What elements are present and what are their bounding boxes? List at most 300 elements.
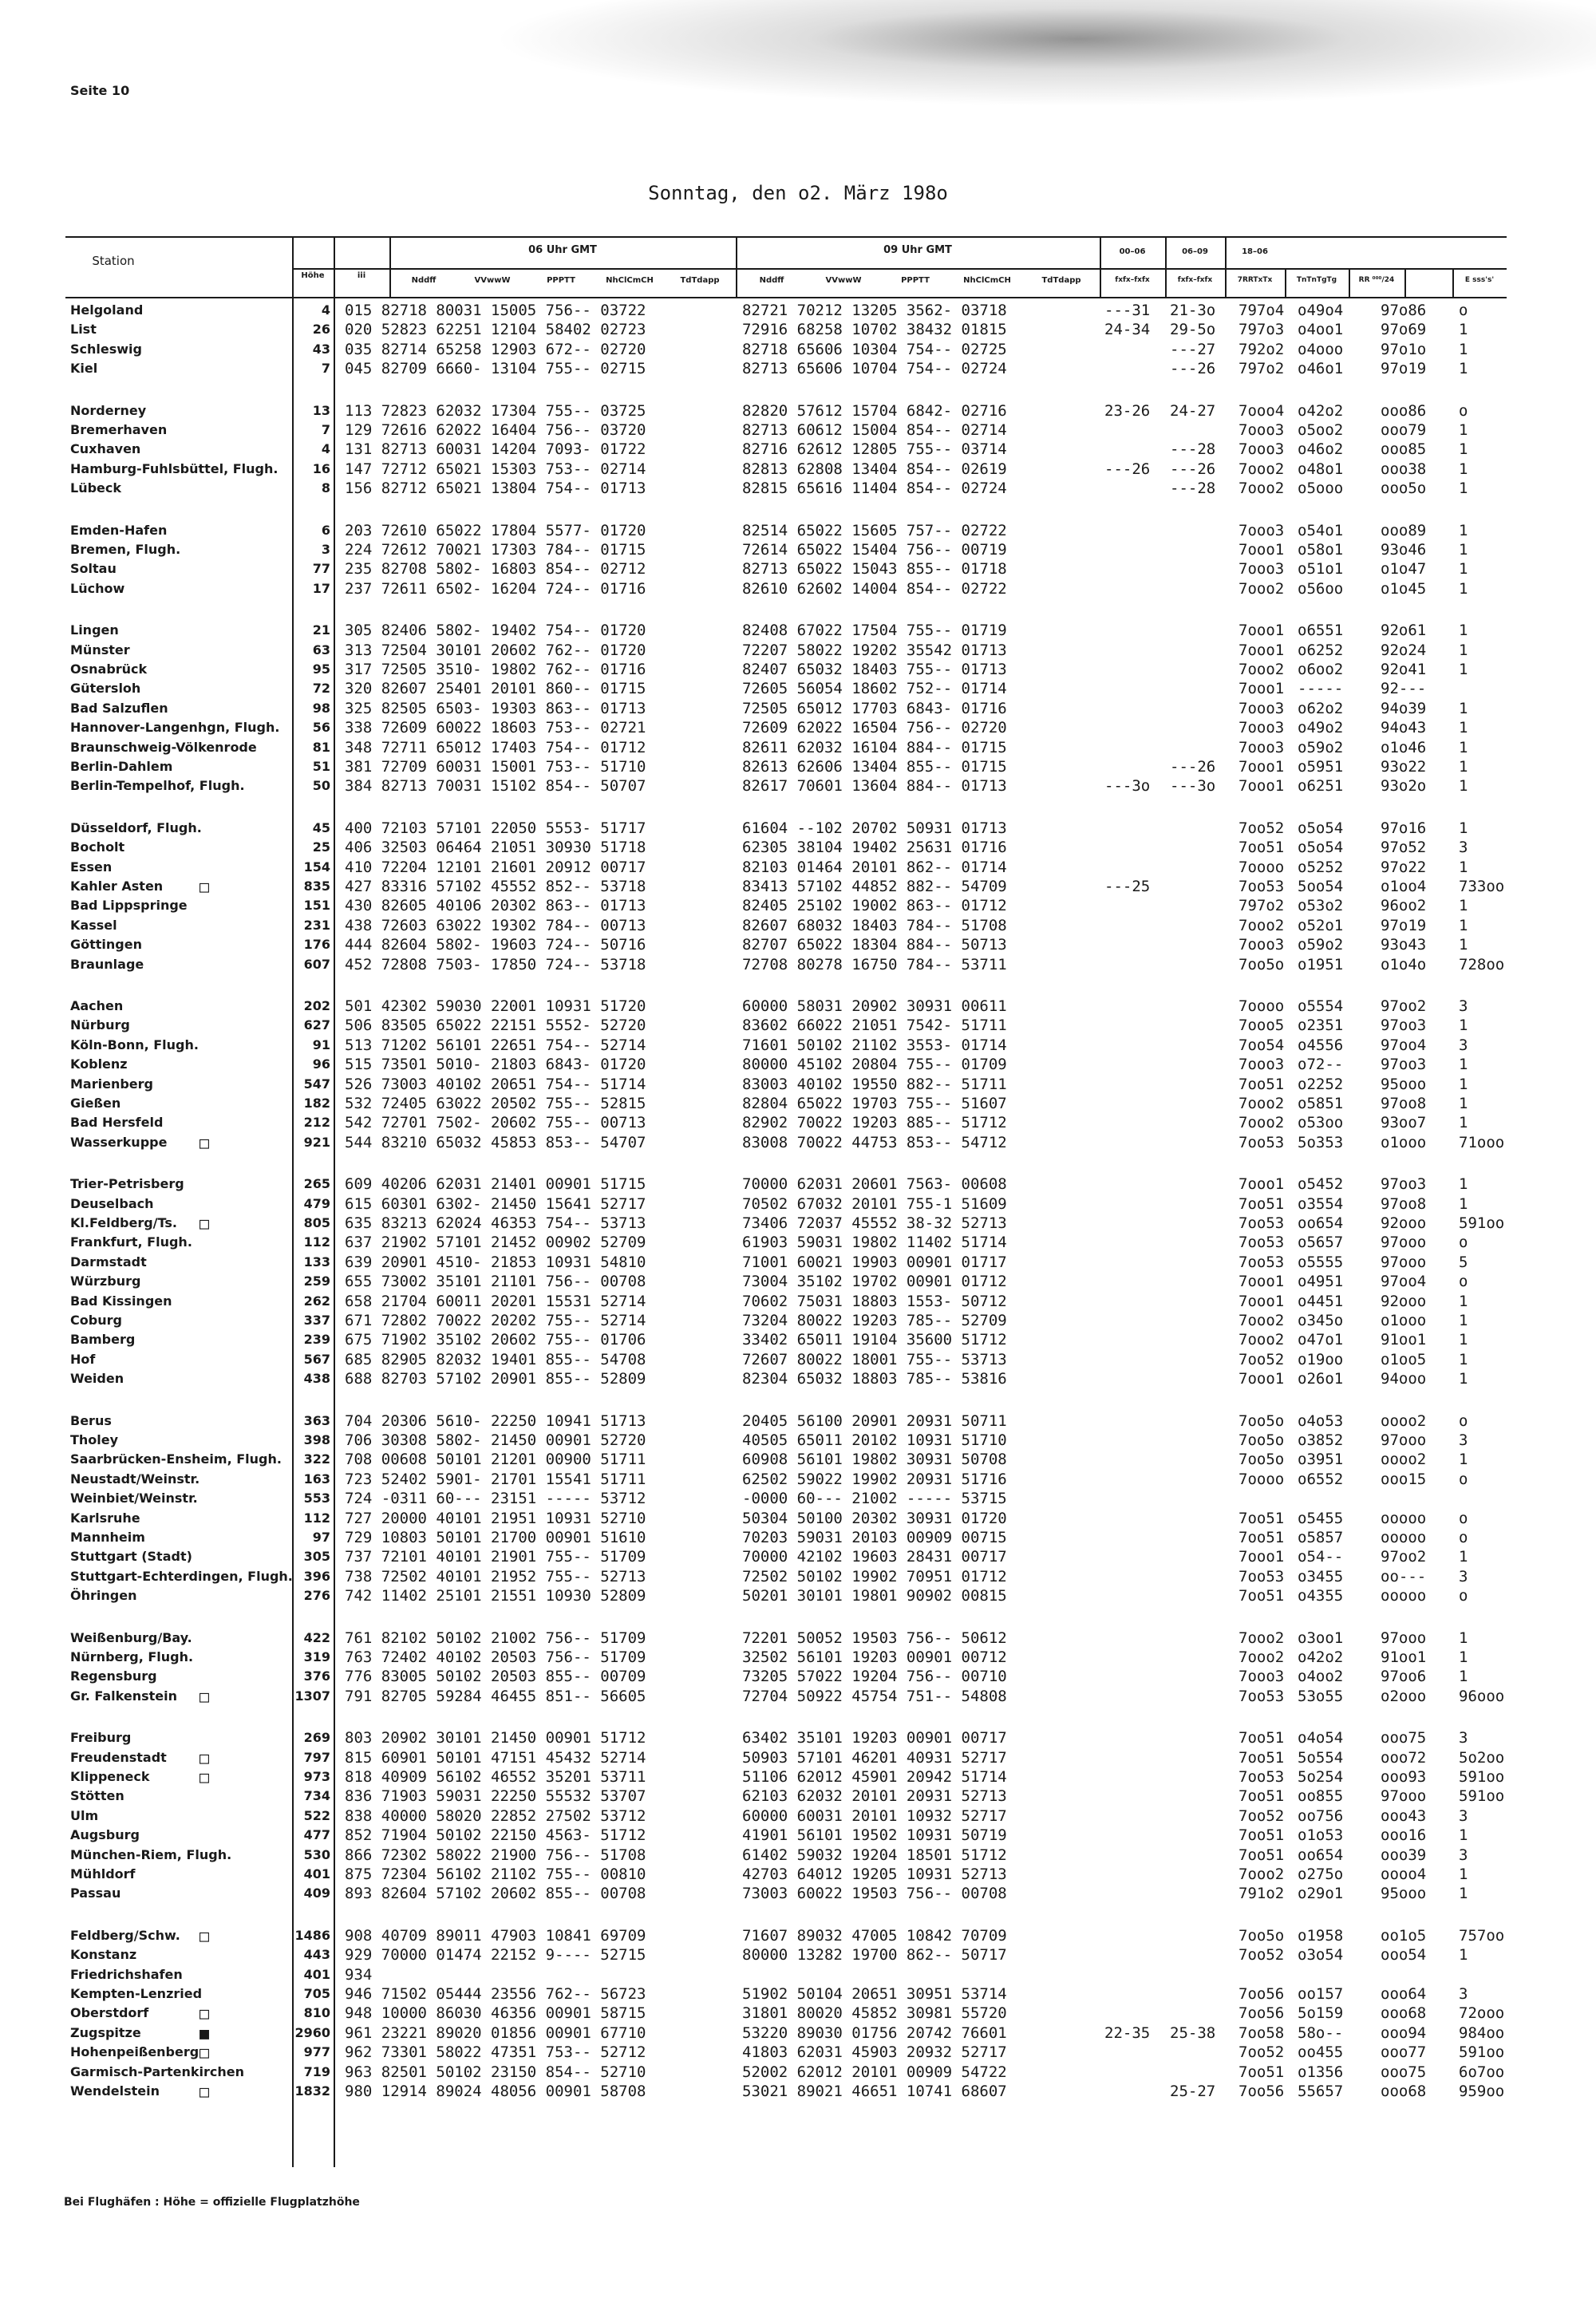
obs-09-utc: 83008 70022 44753 853-- 54712 — [742, 1133, 1007, 1151]
ground-temps: o3o54 — [1298, 1946, 1344, 1964]
obs-09-utc: 82804 65022 19703 755-- 51607 — [742, 1095, 1007, 1112]
precipitation: 92--- — [1381, 680, 1427, 698]
station-name: Nürburg — [70, 1017, 130, 1033]
temp-extremes-18-06: 7ooo2 — [1238, 1114, 1285, 1132]
precipitation: ooo39 — [1381, 1846, 1427, 1864]
obs-06-utc: 658 21704 60011 20201 15531 52714 — [345, 1292, 646, 1310]
ground-temps: oo157 — [1298, 1985, 1344, 2003]
snow-ground: 1 — [1459, 1548, 1468, 1566]
temp-extremes-18-06: 797o4 — [1238, 302, 1285, 319]
precipitation: 93o46 — [1381, 541, 1427, 559]
snow-ground: o — [1459, 1529, 1468, 1546]
snow-ground: 1 — [1459, 360, 1468, 378]
ground-temps: 5o353 — [1298, 1133, 1344, 1151]
obs-06-utc: 501 42302 59030 22001 10931 51720 — [345, 997, 646, 1015]
obs-09-utc: 82607 68032 18403 784-- 51708 — [742, 916, 1007, 934]
station-height: 322 — [303, 1451, 330, 1467]
precipitation: 97oo4 — [1381, 1273, 1427, 1291]
temp-extremes-18-06: 7oo53 — [1238, 1687, 1285, 1705]
obs-06-utc: 675 71902 35102 20602 755-- 01706 — [345, 1331, 646, 1349]
station-height: 522 — [303, 1807, 330, 1823]
snow-ground: o — [1459, 1470, 1468, 1488]
header-sub-a: fxfx–fxfx — [1115, 276, 1150, 284]
station-name: Lübeck — [70, 480, 122, 496]
obs-06-utc: 406 32503 06464 21051 30930 51718 — [345, 839, 646, 857]
temp-extremes-18-06: 7ooo3 — [1238, 738, 1285, 756]
precipitation: oo1o5 — [1381, 1926, 1427, 1945]
precipitation: 96oo2 — [1381, 897, 1427, 915]
precipitation: 97o19 — [1381, 916, 1427, 934]
snow-ground: 6o7oo — [1459, 2063, 1505, 2081]
snow-ground: 1 — [1459, 1312, 1468, 1329]
obs-09-utc: 80000 13282 19700 862-- 50717 — [742, 1946, 1007, 1964]
obs-09-utc: 82902 70022 19203 885-- 51712 — [742, 1114, 1007, 1132]
ground-temps: 5oo54 — [1298, 878, 1344, 895]
header-range-00-06: 00–06 — [1119, 247, 1146, 256]
obs-09-utc: 82820 57612 15704 6842- 02716 — [742, 401, 1007, 420]
temp-extremes-18-06: 7oo51 — [1238, 1194, 1285, 1213]
precipitation: ooooo — [1381, 1509, 1427, 1527]
precipitation: 92ooo — [1381, 1214, 1427, 1232]
temp-extremes-18-06: 7ooo2 — [1238, 1331, 1285, 1349]
station-name: Koblenz — [70, 1056, 128, 1072]
obs-09-utc: 61402 59032 19204 18501 51712 — [742, 1846, 1007, 1864]
snow-ground: 1 — [1459, 421, 1468, 439]
station-name: Bremerhaven — [70, 422, 168, 437]
station-name: Helgoland — [70, 302, 144, 318]
snow-ground: 1 — [1459, 1826, 1468, 1845]
precipitation: ooooo — [1381, 1587, 1427, 1605]
station-name: Oberstdorf — [70, 2005, 149, 2021]
header-vvwww-09: VVwwW — [825, 276, 862, 285]
precipitation: ooo16 — [1381, 1826, 1427, 1845]
station-name: Kassel — [70, 917, 117, 933]
station-name: Braunlage — [70, 956, 144, 972]
ground-temps: o5o54 — [1298, 819, 1344, 837]
precipitation: 97oo6 — [1381, 1668, 1427, 1686]
temp-extremes-18-06: 7ooo1 — [1238, 1370, 1285, 1388]
obs-06-utc: 348 72711 65012 17403 754-- 01712 — [345, 738, 646, 756]
ground-temps: o6251 — [1298, 777, 1344, 796]
snow-ground: 1 — [1459, 1331, 1468, 1349]
ground-temps: 53o55 — [1298, 1687, 1344, 1705]
max-wind-06-09: ---3o — [1170, 777, 1216, 796]
station-name: Zugspitze — [70, 2024, 141, 2040]
obs-06-utc: 320 82607 25401 20101 860-- 01715 — [345, 680, 646, 698]
station-name: Tholey — [70, 1432, 119, 1447]
station-height: 276 — [303, 1588, 330, 1604]
obs-09-utc: 61903 59031 19802 11402 51714 — [742, 1234, 1007, 1252]
obs-06-utc: 506 83505 65022 22151 5552- 52720 — [345, 1017, 646, 1035]
obs-09-utc: 80000 45102 20804 755-- 01709 — [742, 1056, 1007, 1074]
station-name: Gr. Falkenstein — [70, 1688, 178, 1704]
ground-temps: o46o1 — [1298, 360, 1344, 378]
station-name: Gießen — [70, 1096, 121, 1111]
temp-extremes-18-06: 7oo56 — [1238, 2004, 1285, 2023]
precipitation: ooo68 — [1381, 2083, 1427, 2100]
ground-temps: o5oo2 — [1298, 421, 1344, 439]
obs-09-utc: 82407 65032 18403 755-- 01713 — [742, 661, 1007, 678]
obs-09-utc: 72207 58022 19202 35542 01713 — [742, 641, 1007, 659]
temp-extremes-18-06: 7oo52 — [1238, 1946, 1285, 1964]
precipitation: 97oo4 — [1381, 1036, 1427, 1054]
ground-temps: o62o2 — [1298, 699, 1344, 717]
temp-extremes-18-06: 7ooo3 — [1238, 1056, 1285, 1074]
obs-09-utc: 82813 62808 13404 854-- 02619 — [742, 460, 1007, 478]
station-name: Hamburg-Fuhlsbüttel, Flugh. — [70, 460, 279, 476]
obs-09-utc: 71607 89032 47005 10842 70709 — [742, 1926, 1007, 1945]
precipitation: ooo89 — [1381, 521, 1427, 539]
precipitation: 97o19 — [1381, 360, 1427, 378]
obs-06-utc: 410 72204 12101 21601 20912 00717 — [345, 858, 646, 876]
precipitation: 97ooo — [1381, 1234, 1427, 1252]
obs-06-utc: 729 10803 50101 21700 00901 51610 — [345, 1529, 646, 1546]
obs-09-utc: 60908 56101 19802 30931 50708 — [742, 1451, 1007, 1469]
station-name: Lingen — [70, 622, 119, 638]
snow-ground: 1 — [1459, 1649, 1468, 1666]
temp-extremes-18-06: 7oooo — [1238, 858, 1285, 876]
station-height: 7 — [321, 422, 330, 437]
temp-extremes-18-06: 7ooo3 — [1238, 1668, 1285, 1686]
snow-ground: 1 — [1459, 321, 1468, 339]
precipitation: o1oo4 — [1381, 878, 1427, 895]
station-height: 45 — [312, 819, 330, 835]
ground-temps: o3951 — [1298, 1451, 1344, 1469]
station-name: Göttingen — [70, 937, 142, 953]
obs-09-utc: 62103 62032 20101 20931 52713 — [742, 1787, 1007, 1806]
station-name: Marienberg — [70, 1076, 153, 1092]
obs-09-utc: 82610 62602 14004 854-- 02722 — [742, 579, 1007, 598]
ground-temps: o2252 — [1298, 1075, 1344, 1093]
station-height: 547 — [303, 1076, 330, 1092]
temp-extremes-18-06: 7ooo1 — [1238, 758, 1285, 776]
station-name: Norderney — [70, 402, 147, 418]
summit-marker: ■ — [200, 2023, 210, 2043]
ground-temps: o345o — [1298, 1312, 1344, 1329]
station-name: Münster — [70, 642, 130, 657]
obs-09-utc: 70000 42102 19603 28431 00717 — [742, 1548, 1007, 1566]
ground-temps: o5o54 — [1298, 839, 1344, 857]
temp-extremes-18-06: 7ooo2 — [1238, 579, 1285, 598]
station-height: 567 — [303, 1351, 330, 1367]
obs-06-utc: 020 52823 62251 12104 58402 02723 — [345, 321, 646, 339]
obs-06-utc: 934 — [345, 1965, 373, 1984]
obs-06-utc: 237 72611 6502- 16204 724-- 01716 — [345, 579, 646, 598]
snow-ground: 1 — [1459, 340, 1468, 358]
ground-temps: oo654 — [1298, 1846, 1344, 1864]
station-height: 96 — [312, 1056, 330, 1072]
obs-06-utc: 635 83213 62024 46353 754-- 53713 — [345, 1214, 646, 1232]
ground-temps: o5851 — [1298, 1095, 1344, 1112]
station-name: Passau — [70, 1885, 121, 1901]
temp-extremes-18-06: 7ooo1 — [1238, 777, 1285, 796]
obs-09-utc: 82713 60612 15004 854-- 02714 — [742, 421, 1007, 439]
temp-extremes-18-06: 7oo51 — [1238, 839, 1285, 857]
station-name: Köln-Bonn, Flugh. — [70, 1036, 199, 1052]
station-height: 8 — [321, 480, 330, 496]
obs-09-utc: 82617 70601 13604 884-- 01713 — [742, 777, 1007, 796]
ground-temps: o42o2 — [1298, 1649, 1344, 1666]
obs-09-utc: 72609 62022 16504 756-- 02720 — [742, 719, 1007, 737]
header-iii: iii — [357, 271, 366, 280]
snow-ground: 71ooo — [1459, 1133, 1505, 1151]
ground-temps: 58o-- — [1298, 2024, 1344, 2042]
station-height: 202 — [303, 998, 330, 1013]
header-sub-f: E sss's' — [1464, 276, 1495, 284]
temp-extremes-18-06: 7oo53 — [1238, 1234, 1285, 1252]
obs-06-utc: 685 82905 82032 19401 855-- 54708 — [345, 1350, 646, 1368]
precipitation: ooo85 — [1381, 440, 1427, 459]
obs-09-utc: 70203 59031 20103 00909 00715 — [742, 1529, 1007, 1546]
station-height: 438 — [303, 1371, 330, 1387]
obs-06-utc: 706 30308 5802- 21450 00901 52720 — [345, 1431, 646, 1449]
precipitation: 97oo2 — [1381, 1548, 1427, 1566]
precipitation: o1ooo — [1381, 1312, 1427, 1329]
station-height: 553 — [303, 1491, 330, 1506]
station-name: Berus — [70, 1412, 112, 1428]
station-name: Berlin-Tempelhof, Flugh. — [70, 778, 245, 794]
ground-temps: o29o1 — [1298, 1885, 1344, 1903]
obs-06-utc: 948 10000 86030 46356 00901 58715 — [345, 2004, 646, 2023]
obs-09-utc: 61604 --102 20702 50931 01713 — [742, 819, 1007, 837]
station-height: 91 — [312, 1036, 330, 1052]
header-tdpp-09: TdTdapp — [1041, 276, 1081, 285]
obs-09-utc: 51106 62012 45901 20942 51714 — [742, 1768, 1007, 1786]
station-height: 401 — [303, 1866, 330, 1881]
obs-09-utc: 60000 60031 20101 10932 52717 — [742, 1806, 1007, 1825]
station-name: Wasserkuppe — [70, 1134, 168, 1150]
station-height: 401 — [303, 1966, 330, 1982]
ground-temps: oo756 — [1298, 1806, 1344, 1825]
obs-06-utc: 526 73003 40102 20651 754-- 51714 — [345, 1075, 646, 1093]
station-height: 43 — [312, 341, 330, 357]
obs-06-utc: 723 52402 5901- 21701 15541 51711 — [345, 1470, 646, 1488]
temp-extremes-18-06: 7ooo4 — [1238, 401, 1285, 420]
station-height: 133 — [303, 1254, 330, 1269]
station-name: Klippeneck — [70, 1769, 150, 1784]
summit-marker: □ — [200, 2043, 210, 2063]
station-name: Weißenburg/Bay. — [70, 1629, 192, 1645]
snow-ground: o — [1459, 1234, 1468, 1252]
station-name: Stuttgart-Echterdingen, Flugh. — [70, 1568, 293, 1584]
ground-temps: o1951 — [1298, 955, 1344, 973]
snow-ground: 1 — [1459, 1114, 1468, 1132]
obs-06-utc: 381 72709 60031 15001 753-- 51710 — [345, 758, 646, 776]
obs-09-utc: 73204 80022 19203 785-- 52709 — [742, 1312, 1007, 1329]
precipitation: 97ooo — [1381, 1253, 1427, 1271]
obs-09-utc: 50304 50100 20302 30931 01720 — [742, 1509, 1007, 1527]
max-wind-06-09: 29-5o — [1170, 321, 1216, 339]
precipitation: 97ooo — [1381, 1629, 1427, 1647]
obs-06-utc: 929 70000 01474 22152 9---- 52715 — [345, 1946, 646, 1964]
obs-09-utc: 82713 65606 10704 754-- 02724 — [742, 360, 1007, 378]
precipitation: 93o43 — [1381, 936, 1427, 954]
temp-extremes-18-06: 797o2 — [1238, 897, 1285, 915]
station-name: Wendelstein — [70, 2083, 160, 2099]
precipitation: ooo94 — [1381, 2024, 1427, 2042]
station-name: Soltau — [70, 561, 117, 577]
snow-ground: 3 — [1459, 1846, 1468, 1864]
station-height: 409 — [303, 1885, 330, 1901]
obs-06-utc: 515 73501 5010- 21803 6843- 01720 — [345, 1056, 646, 1074]
station-name: Cuxhaven — [70, 441, 141, 457]
station-height: 182 — [303, 1096, 330, 1111]
snow-ground: 3 — [1459, 1036, 1468, 1054]
obs-09-utc: 82721 70212 13205 3562- 03718 — [742, 302, 1007, 319]
obs-06-utc: 438 72603 63022 19302 784-- 00713 — [345, 916, 646, 934]
station-height: 13 — [312, 402, 330, 418]
header-tdpp-06: TdTdapp — [680, 276, 720, 285]
ground-temps: ----- — [1298, 680, 1344, 698]
temp-extremes-18-06: 7ooo3 — [1238, 521, 1285, 539]
snow-ground: 959oo — [1459, 2083, 1505, 2100]
precipitation: 97o69 — [1381, 321, 1427, 339]
page-title: Sonntag, den o2. März 198o — [648, 182, 948, 204]
header-pppt-06: PPPTT — [547, 276, 575, 285]
temp-extremes-18-06: 7oo52 — [1238, 1806, 1285, 1825]
obs-09-utc: 82103 01464 20101 862-- 01714 — [742, 858, 1007, 876]
station-height: 4 — [321, 441, 330, 457]
precipitation: 92ooo — [1381, 1292, 1427, 1310]
obs-06-utc: 035 82714 65258 12903 672-- 02720 — [345, 340, 646, 358]
station-name: Öhringen — [70, 1588, 137, 1604]
obs-09-utc: 73205 57022 19204 756-- 00710 — [742, 1668, 1007, 1686]
station-height: 719 — [303, 2063, 330, 2079]
precipitation: ooooo — [1381, 1529, 1427, 1546]
header-station: Station — [92, 254, 135, 268]
ground-temps: o56oo — [1298, 579, 1344, 598]
station-height: 1832 — [294, 2083, 330, 2099]
snow-ground: 1 — [1459, 1668, 1468, 1686]
obs-06-utc: 704 20306 5610- 22250 10941 51713 — [345, 1412, 646, 1430]
precipitation: ooo54 — [1381, 1946, 1427, 1964]
obs-06-utc: 688 82703 57102 20901 855-- 52809 — [345, 1370, 646, 1388]
obs-09-utc: 82611 62032 16104 884-- 01715 — [742, 738, 1007, 756]
obs-06-utc: 325 82505 6503- 19303 863-- 01713 — [345, 699, 646, 717]
header-hoehe: Höhe — [301, 271, 325, 280]
station-height: 479 — [303, 1195, 330, 1211]
ground-temps: o53o2 — [1298, 897, 1344, 915]
temp-extremes-18-06: 7oo52 — [1238, 2043, 1285, 2062]
max-wind-00-06: ---25 — [1104, 878, 1151, 895]
snow-ground: 3 — [1459, 1729, 1468, 1747]
precipitation: 92o41 — [1381, 661, 1427, 678]
temp-extremes-18-06: 7ooo2 — [1238, 1629, 1285, 1647]
station-height: 7 — [321, 361, 330, 377]
temp-extremes-18-06: 7oo51 — [1238, 1846, 1285, 1864]
snow-ground: 1 — [1459, 1194, 1468, 1213]
summit-marker: □ — [200, 1767, 210, 1787]
station-height: 921 — [303, 1134, 330, 1150]
snow-ground: 72ooo — [1459, 2004, 1505, 2023]
temp-extremes-18-06: 797o3 — [1238, 321, 1285, 339]
obs-09-utc: 71001 60021 19903 00901 01717 — [742, 1253, 1007, 1271]
obs-06-utc: 838 40000 58020 22852 27502 53712 — [345, 1806, 646, 1825]
snow-ground: 1 — [1459, 480, 1468, 498]
precipitation: ooo38 — [1381, 460, 1427, 478]
snow-ground: 3 — [1459, 839, 1468, 857]
ground-temps: o4355 — [1298, 1587, 1344, 1605]
temp-extremes-18-06: 7oo53 — [1238, 1253, 1285, 1271]
precipitation: o1o46 — [1381, 738, 1427, 756]
obs-09-utc: 72614 65022 15404 756-- 00719 — [742, 541, 1007, 559]
precipitation: oooo2 — [1381, 1451, 1427, 1469]
precipitation: ooo64 — [1381, 1985, 1427, 2003]
snow-ground: 728oo — [1459, 955, 1505, 973]
precipitation: o1o45 — [1381, 579, 1427, 598]
header-nsch-09: NhClCmCH — [963, 276, 1011, 285]
ground-temps: o4o54 — [1298, 1729, 1344, 1747]
precipitation: oooo4 — [1381, 1866, 1427, 1883]
ground-temps: o46o2 — [1298, 440, 1344, 459]
snow-ground: o — [1459, 1509, 1468, 1527]
obs-06-utc: 224 72612 70021 17303 784-- 01715 — [345, 541, 646, 559]
station-height: 363 — [303, 1412, 330, 1428]
ground-temps: o6oo2 — [1298, 661, 1344, 678]
summit-marker: □ — [200, 1214, 210, 1233]
temp-extremes-18-06: 7oo56 — [1238, 1985, 1285, 2003]
obs-09-utc: 73406 72037 45552 38-32 52713 — [742, 1214, 1007, 1232]
precipitation: 93o22 — [1381, 758, 1427, 776]
temp-extremes-18-06: 7oooo — [1238, 997, 1285, 1015]
station-name: Bremen, Flugh. — [70, 542, 181, 557]
ground-temps: o26o1 — [1298, 1370, 1344, 1388]
obs-09-utc: 20405 56100 20901 20931 50711 — [742, 1412, 1007, 1430]
ground-temps: o5ooo — [1298, 480, 1344, 498]
obs-06-utc: 738 72502 40101 21952 755-- 52713 — [345, 1567, 646, 1585]
obs-06-utc: 961 23221 89020 01856 00901 67710 — [345, 2024, 646, 2042]
obs-06-utc: 708 00608 50101 21201 00900 51711 — [345, 1451, 646, 1469]
temp-extremes-18-06: 7ooo2 — [1238, 1095, 1285, 1112]
station-height: 734 — [303, 1788, 330, 1804]
station-name: Bad Kissingen — [70, 1293, 172, 1309]
obs-06-utc: 317 72505 3510- 19802 762-- 01716 — [345, 661, 646, 678]
station-height: 265 — [303, 1176, 330, 1192]
obs-06-utc: 045 82709 6660- 13104 755-- 02715 — [345, 360, 646, 378]
temp-extremes-18-06: 7ooo2 — [1238, 1312, 1285, 1329]
obs-09-utc: 82408 67022 17504 755-- 01719 — [742, 622, 1007, 640]
snow-ground: 1 — [1459, 858, 1468, 876]
station-height: 262 — [303, 1293, 330, 1309]
station-height: 95 — [312, 661, 330, 677]
obs-06-utc: 235 82708 5802- 16803 854-- 02712 — [345, 560, 646, 578]
temp-extremes-18-06: 7ooo1 — [1238, 641, 1285, 659]
precipitation: 97o22 — [1381, 858, 1427, 876]
ground-temps: o3852 — [1298, 1431, 1344, 1449]
temp-extremes-18-06: 7oo51 — [1238, 1587, 1285, 1605]
station-height: 163 — [303, 1471, 330, 1487]
temp-extremes-18-06: 797o2 — [1238, 360, 1285, 378]
station-name: Hof — [70, 1351, 96, 1367]
station-name: Berlin-Dahlem — [70, 759, 173, 774]
station-height: 50 — [312, 778, 330, 794]
station-height: 112 — [303, 1510, 330, 1526]
obs-09-utc: 83602 66022 21051 7542- 51711 — [742, 1017, 1007, 1035]
station-name: Ulm — [70, 1807, 99, 1823]
obs-09-utc: 53220 89030 01756 20742 76601 — [742, 2024, 1007, 2042]
obs-09-utc: 70502 67032 20101 755-1 51609 — [742, 1194, 1007, 1213]
temp-extremes-18-06: 7oo51 — [1238, 1729, 1285, 1747]
station-name: Kempten-Lenzried — [70, 1986, 203, 2001]
header-sub-d: TnTnTgTg — [1296, 276, 1337, 284]
obs-09-utc: 41901 56101 19502 10931 50719 — [742, 1826, 1007, 1845]
precipitation: o1o47 — [1381, 560, 1427, 578]
ground-temps: o5857 — [1298, 1529, 1344, 1546]
obs-09-utc: 42703 64012 19205 10931 52713 — [742, 1866, 1007, 1883]
precipitation: 93o2o — [1381, 777, 1427, 796]
station-height: 97 — [312, 1530, 330, 1545]
obs-09-utc: 83003 40102 19550 882-- 51711 — [742, 1075, 1007, 1093]
